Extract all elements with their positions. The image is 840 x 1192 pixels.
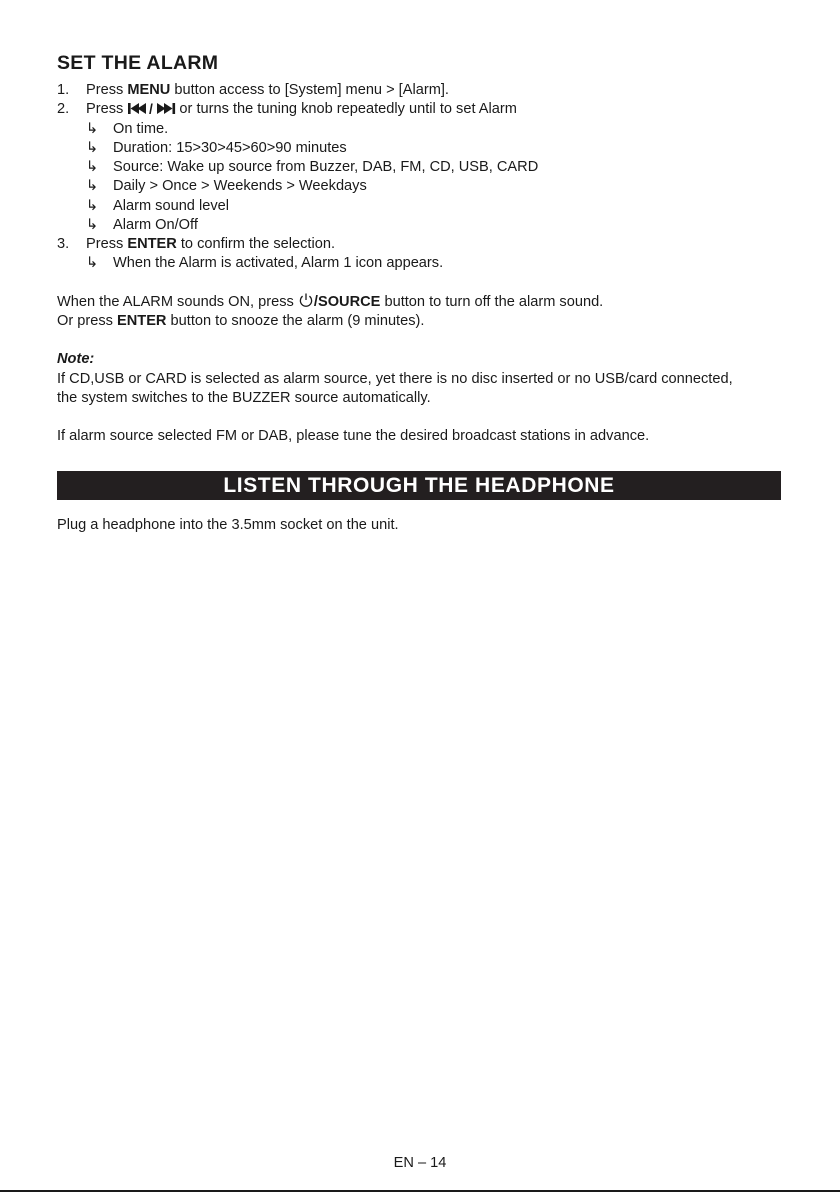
step-2-text: Press / or turns the tuning knob repeatedly until to set Alarm	[86, 100, 517, 121]
step-3-text: Press ENTER to confirm the selection.	[86, 236, 336, 252]
subitem-arrow-icon: ↳	[86, 140, 99, 156]
step-1-text: Press MENU button access to [System] menu > [Alarm].	[86, 82, 449, 98]
note-label: Note:	[57, 351, 95, 367]
headphone-paragraph: Plug a headphone into the 3.5mm socket on the unit.	[57, 517, 399, 533]
list-item: Alarm On/Off	[113, 217, 198, 233]
power-icon	[298, 292, 314, 314]
alarm-off-paragraph: When the ALARM sounds ON, press /SOURCE button to turn off the alarm sound.	[57, 292, 603, 314]
fm-dab-paragraph: If alarm source selected FM or DAB, please tune the desired broadcast stations in advance.	[57, 428, 650, 444]
subitem-arrow-icon: ↳	[86, 159, 99, 175]
source-button-label: /SOURCE	[313, 294, 381, 310]
list-item: When the Alarm is activated, Alarm 1 icon appears.	[113, 255, 444, 271]
list-item: Alarm sound level	[113, 198, 229, 214]
svg-text:/: /	[149, 102, 154, 115]
snooze-paragraph: Or press ENTER button to snooze the alarm (9 minutes).	[57, 313, 425, 329]
menu-button-label: MENU	[127, 82, 171, 98]
list-item: Duration: 15>30>45>60>90 minutes	[113, 140, 347, 156]
subitem-arrow-icon: ↳	[86, 255, 99, 271]
page-number: EN – 14	[393, 1155, 447, 1171]
step-number-1: 1.	[57, 82, 70, 98]
enter-button-label: ENTER	[127, 236, 177, 252]
step-number-3: 3.	[57, 236, 70, 252]
subitem-arrow-icon: ↳	[86, 121, 99, 137]
list-item: Source: Wake up source from Buzzer, DAB, FM, CD, USB, CARD	[113, 159, 539, 175]
list-item: Daily > Once > Weekends > Weekdays	[113, 178, 367, 194]
section-title-set-alarm: SET THE ALARM	[57, 52, 219, 74]
enter-button-label: ENTER	[117, 313, 167, 329]
note-line-1: If CD,USB or CARD is selected as alarm source, yet there is no disc inserted or no USB/card connected,	[57, 371, 733, 387]
subitem-arrow-icon: ↳	[86, 178, 99, 194]
subitem-arrow-icon: ↳	[86, 217, 99, 233]
step-number-2: 2.	[57, 101, 70, 117]
subitem-arrow-icon: ↳	[86, 198, 99, 214]
note-line-2: the system switches to the BUZZER source automatically.	[57, 390, 431, 406]
section-banner-headphone: LISTEN THROUGH THE HEADPHONE	[57, 471, 781, 500]
list-item: On time.	[113, 121, 169, 137]
